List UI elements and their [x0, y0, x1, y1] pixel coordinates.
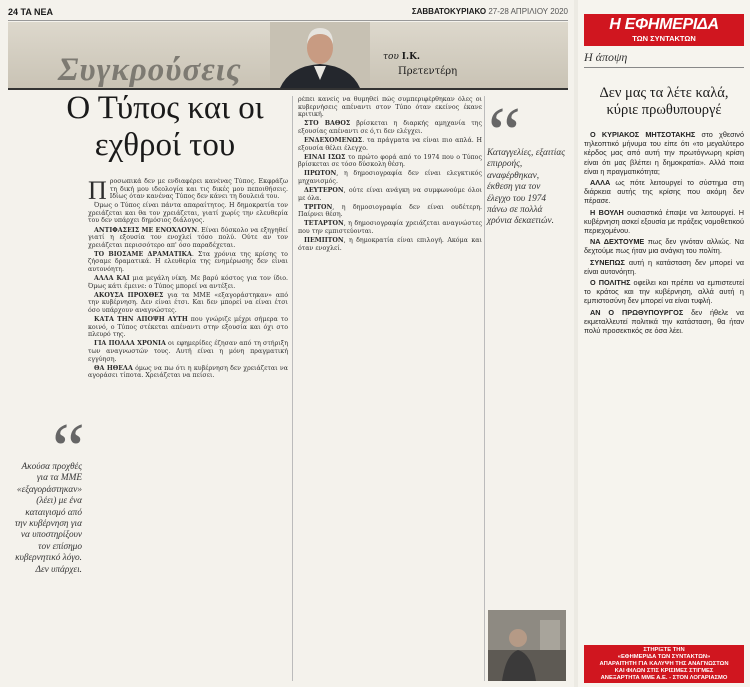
byline-initials: Ι.Κ. — [401, 52, 421, 62]
paragraph: όμως να πω ότι η κυβέρνηση δεν χρειάζεται να αγοράσει τίποτα. Χρειάζεται να πείσει. — [88, 364, 288, 380]
article-headline: Ο Τύπος και οι εχθροί του — [66, 90, 264, 163]
byline-prefix — [383, 52, 420, 62]
paragraph: αυτή η κατάσταση δεν μπορεί να είναι αυτονόητη. — [584, 257, 744, 276]
paragraph: Όμως ο Τύπος είναι πάντα απαραίτητος. Η δημοκρατία τον χρειάζεται και θα τον χρειάζεται, γιατί χωρίς την ελευθερία του δεν υπάρχει δημόσιος διάλογος. — [88, 202, 288, 225]
page-header — [8, 6, 568, 21]
pull-quote-left: Ακούσα προχθές για τα ΜΜΕ «εξαγοράστηκαν» (λέει) με ένα καταιγισμό από την κυβέρνηση για να υποστηρίξουν τον επίσημο κυβερνητικό λόγο. Δεν υπάρχει. — [14, 462, 82, 575]
paragraph: Στα χρόνια της κρίσης το ζήσαμε δραματικά. Η ελευθερία της ενημέρωσης δεν είναι αυτονόητη. — [88, 250, 288, 274]
author-portrait — [270, 22, 370, 88]
subhead: ΤΕΤΑΡΤΟΝ — [304, 220, 344, 228]
subhead: ΣΤΟ ΒΑΘΟΣ — [304, 120, 351, 128]
paragraph: τα πράγματα να είναι πιο απλά. Η εξουσία θέλει έλεγχο. — [298, 136, 482, 152]
paragraph: στο χθεσινό τηλεοπτικό μήνυμα του είπε ότι «το μεγαλύτερο κέρδος μας από αυτή την πρωτόγνωρη κρίση είναι ότι μας βλέπει η δημοκρατία». Αλλά ποια είναι η πραγματικότητα; — [584, 130, 744, 176]
column-header — [8, 22, 568, 88]
dropcap-letter: Π — [88, 178, 107, 205]
editorial-body — [584, 130, 744, 595]
paragraph: ουσιαστικά έπαψε να λειτουργεί. Η κυβέρνηση ασκεί εξουσία με πράξεις νομοθετικού περιεχομένου. — [584, 207, 744, 236]
banner-line: ΣΤΗΡΙΞΤΕ ΤΗΝ — [643, 647, 685, 653]
paragraph: οφείλει και πρέπει να εμπιστευτεί το κράτος και την κυβέρνηση, αλλά αυτή η εμπιστοσύνη δεν μπορεί να είναι τυφλή. — [584, 278, 744, 306]
paragraph: Είναι δύσκολο να εξηγηθεί γιατί η εξουσία τον ενοχλεί τόσο πολύ. Ούτε αν τον χρειάζεται περισσότερο απ' όσο παραδέχεται. — [88, 226, 288, 249]
byline-name: Πρετεντέρη — [398, 66, 458, 77]
section-label: Η άποψη — [584, 50, 628, 64]
newspaper-logo — [584, 14, 744, 46]
paragraph: οι εφημερίδες έζησαν από τη στήριξη των αναγνωστών τους. Αυτή είναι η μόνη πραγματική εγγύηση. — [88, 340, 288, 363]
paragraph: ούτε είναι ανάγκη να συμφωνούμε όλοι με όλα. — [298, 187, 482, 202]
paragraph: το πρώτο φορά από το 1974 που ο Τύπος βρίσκεται σε τόσο δύσκολη θέση. — [298, 153, 482, 169]
banner-line: ΑΝΕΞΑΡΤΗΤΑ ΜΜΕ Α.Ε. - ΣΤΟΝ ΛΟΓΑΡΙΑΣΜΟ — [600, 675, 728, 681]
byline-prefix-word: του — [383, 52, 399, 62]
banner-line: ΚΑΙ ΦΙΛΩΝ ΣΤΙΣ ΚΡΙΣΙΜΕΣ ΣΤΙΓΜΕΣ — [614, 668, 714, 674]
subhead: ΕΙΝΑΙ ΙΣΩΣ — [304, 153, 346, 161]
subhead: ΘΑ ΗΘΕΛΑ — [94, 364, 133, 372]
page-date-day: ΣΑΒΒΑΤΟΚΥΡΙΑΚΟ — [411, 7, 487, 16]
paragraph-lead: ΝΑ ΔΕΧΤΟΥΜΕ — [590, 237, 645, 247]
quote-mark-icon — [488, 104, 521, 140]
subhead: ΕΝΔΕΧΟΜΕΝΩΣ — [304, 136, 363, 144]
paragraph-lead: Ο ΠΟΛΙΤΗΣ — [590, 278, 631, 288]
subhead: ΓΙΑ ΠΟΛΛΑ ΧΡΟΝΙΑ — [94, 340, 166, 348]
section-divider — [584, 67, 744, 68]
paragraph: η δημοσιογραφία δεν είναι ελεγκτικός μηχανισμός. — [298, 170, 482, 185]
paragraph: η δημοσιογραφία χρειάζεται αναγνώστες που την εμπιστεύονται. — [298, 220, 482, 235]
pull-quote-right: Καταγγελίες, εξαιτίας επιρροής, αναφέρθηκαν, έκθεση για τον έλεγχο του 1974 πάνω σε πολλά χρόνια δεκαετιών. — [487, 148, 565, 227]
paragraph-lead: ΣΥΝΕΠΩΣ — [590, 257, 625, 267]
paragraph: πως δεν γινόταν αλλιώς. Να δεχτούμε πως ήταν μια ανάγκη του πολίτη. — [584, 237, 744, 256]
subhead: ΤΟ ΒΙΟΣΑΜΕ ΔΡΑΜΑΤΙΚΑ — [94, 250, 192, 258]
paragraph: βρίσκεται η διαρκής αμηχανία της εξουσίας απέναντι σε ό,τι δεν ελέγχει. — [298, 120, 482, 135]
lead-paragraph: ροσωπικά δεν με ενδιαφέρει κανένας Τύπος. Εκφράζω τη δική μου ιδεολογία και τις δικές μου πεποιθήσεις. Ιδίως όταν κανένας Τύπος δεν κάνει τη δουλειά του. — [109, 178, 288, 201]
paragraph-lead: Ο ΚΥΡΙΑΚΟΣ ΜΗΤΣΟΤΑΚΗΣ — [590, 130, 696, 139]
paragraph: ως πότε λειτουργεί το σύστημα στη διάρκεια αυτής της κρίσης που ακόμη δεν πέρασε. — [584, 178, 744, 206]
paragraph-lead: ΑΛΛΑ — [590, 178, 611, 188]
quote-mark-icon — [52, 420, 85, 456]
subhead: ΔΕΥΤΕΡΟΝ — [304, 187, 344, 195]
editorial-headline: Δεν μας τα λέτε καλά, κύριε πρωθυπουργέ — [599, 85, 729, 118]
opinion-sidebar — [578, 0, 750, 687]
paragraph-lead: ΑΝ Ο ΠΡΩΘΥΠΟΥΡΓΟΣ — [590, 307, 684, 317]
subhead: ΠΕΜΠΤΟΝ — [304, 237, 344, 245]
inset-photo — [488, 610, 566, 681]
paragraph-lead: Η ΒΟΥΛΗ — [590, 207, 624, 217]
subhead: ΑΛΛΑ ΚΑΙ — [94, 275, 130, 283]
subhead: ΑΚΟΥΣΑ ΠΡΟΧΘΕΣ — [94, 291, 164, 299]
paragraph: δεν ήθελε να εκμεταλλευτεί πολιτικά την κατάσταση, θα ήταν πολύ προσεκτικός σε όσα λέει. — [584, 307, 744, 336]
subhead: ΚΑΤΑ ΤΗΝ ΑΠΟΨΗ ΑΥΤΗ — [94, 316, 188, 324]
support-banner — [584, 645, 744, 683]
article-column-2: ρέπει κανείς να θυμηθεί πώς συμπεριφέρθηκαν όλες οι κυβερνήσεις απέναντι στον Τύπο όταν εκείνος έκανε κριτική. ΣΤΟ ΒΑΘΟΣ βρίσκεται η διαρκής αμηχανία της εξουσίας απέναντι σε ό,τι δεν ελέγχει. ΕΝΔΕΧΟΜΕΝΩΣ. τα πράγματα να είναι πιο απλά. Η εξουσία θέλει έλεγχο. ΕΙΝΑΙ ΙΣΩΣ το πρώτο φορά από το 1974 που ο Τύπος βρίσκεται σε τόσο δύσκολη θέση. ΠΡΩΤΟΝ, η δημοσιογραφία δεν είναι ελεγκτικός μηχανισμός. ΔΕΥΤΕΡΟΝ, ούτε είναι ανάγκη να συμφωνούμε όλοι με όλα. ΤΡΙΤΟΝ, η δημοσιογραφία δεν είναι ουδέτερη. Παίρνει θέση. ΤΕΤΑΡΤΟΝ, η δημοσιογραφία χρειάζεται αναγνώστες που την εμπιστεύονται. ΠΕΜΠΤΟΝ, η δημοκρατία είναι επιλογή. Ακόμα και όταν ενοχλεί. — [298, 96, 482, 252]
article-column-1: Προσωπικά δεν με ενδιαφέρει κανένας Τύπος. Εκφράζω τη δική μου ιδεολογία και τις δικές μου πεποιθήσεις. Ιδίως όταν κανένας Τύπος δεν κάνει τη δουλειά του. Όμως ο Τύπος είναι πάντα απαραίτητος. Η δημοκρατία τον χρειάζεται και θα τον χρειάζεται, γιατί χωρίς την ελευθερία του δεν υπάρχει δημόσιος διάλογος. ΑΝΤΙΦΑΣΕΙΣ ΜΕ ΕΝΟΧΛΟΥΝ. Είναι δύσκολο να εξηγηθεί γιατί η εξουσία τον ενοχλεί τόσο πολύ. Ούτε αν τον χρειάζεται περισσότερο απ' όσο παραδέχεται. ΤΟ ΒΙΟΣΑΜΕ ΔΡΑΜΑΤΙΚΑ. Στα χρόνια της κρίσης το ζήσαμε δραματικά. Η ελευθερία της ενημέρωσης δεν είναι αυτονόητη. ΑΛΛΑ ΚΑΙ μια μεγάλη νίκη. Με βαρύ κόστος για τον ίδιο. Όμως κάτι έμεινε: ο Τύπος μπορεί να αντέξει. ΑΚΟΥΣΑ ΠΡΟΧΘΕΣ για τα ΜΜΕ «εξαγοράστηκαν» από την κυβέρνηση. Δεν είναι έτσι. Και δεν μπορεί να είναι έτσι όσο υπάρχουν αναγνώστες. ΚΑΤΑ ΤΗΝ ΑΠΟΨΗ ΑΥΤΗ που γνώριζε μέχρι σήμερα το κοινό, ο Τύπος στέκεται απέναντι στην εξουσία και όχι στο πλευρό της. ΓΙΑ ΠΟΛΛΑ ΧΡΟΝΙΑ οι εφημερίδες έζησαν από τη στήριξη των αναγνωστών τους. Αυτή είναι η μόνη πραγματική εγγύηση. ΘΑ ΗΘΕΛΑ όμως να πω ότι η κυβέρνηση δεν χρειάζεται να αγοράσει τίποτα. Χρειάζεται να πείσει. — [88, 178, 288, 380]
column-divider — [292, 96, 293, 681]
paragraph: μια μεγάλη νίκη. Με βαρύ κόστος για τον ίδιο. Όμως κάτι έμεινε: ο Τύπος μπορεί να αντέξει. — [88, 275, 288, 290]
page-date-label — [412, 7, 568, 16]
banner-line: «ΕΦΗΜΕΡΙΔΑ ΤΩΝ ΣΥΝΤΑΚΤΩΝ» — [617, 654, 711, 660]
page-date-value: 27-28 ΑΠΡΙΛΙΟΥ 2020 — [488, 7, 568, 16]
paragraph: η δημοκρατία είναι επιλογή. Ακόμα και όταν ενοχλεί. — [298, 237, 482, 252]
paragraph: η δημοσιογραφία δεν είναι ουδέτερη. Παίρνει θέση. — [298, 203, 482, 219]
subhead: ΠΡΩΤΟΝ — [304, 170, 337, 178]
page-number-label: 24 TA NEA — [8, 7, 54, 17]
column-divider — [484, 96, 485, 681]
column-title: Συγκρούσεις — [58, 52, 242, 88]
paragraph: ρέπει κανείς να θυμηθεί πώς συμπεριφέρθηκαν όλες οι κυβερνήσεις απέναντι στον Τύπο όταν εκείνος έκανε κριτική. — [298, 96, 482, 119]
paragraph: που γνώριζε μέχρι σήμερα το κοινό, ο Τύπος στέκεται απέναντι στην εξουσία και όχι στο πλευρό της. — [88, 316, 288, 339]
banner-line: ΑΠΑΡΑΙΤΗΤΗ ΓΙΑ ΚΑΛΥΨΗ ΤΗΣ ΑΝΑΓΝΩΣΤΩΝ — [599, 661, 729, 667]
paragraph: για τα ΜΜΕ «εξαγοράστηκαν» από την κυβέρνηση. Δεν είναι έτσι. Και δεν μπορεί να είναι έτσι όσο υπάρχουν αναγνώστες. — [88, 291, 288, 314]
logo-title: Η ΕΦΗΜΕΡΙΔΑ — [609, 16, 719, 33]
subhead: ΤΡΙΤΟΝ — [304, 203, 333, 211]
subhead: ΑΝΤΙΦΑΣΕΙΣ ΜΕ ΕΝΟΧΛΟΥΝ — [94, 226, 198, 234]
logo-subtitle: ΤΩΝ ΣΥΝΤΑΚΤΩΝ — [632, 34, 696, 43]
